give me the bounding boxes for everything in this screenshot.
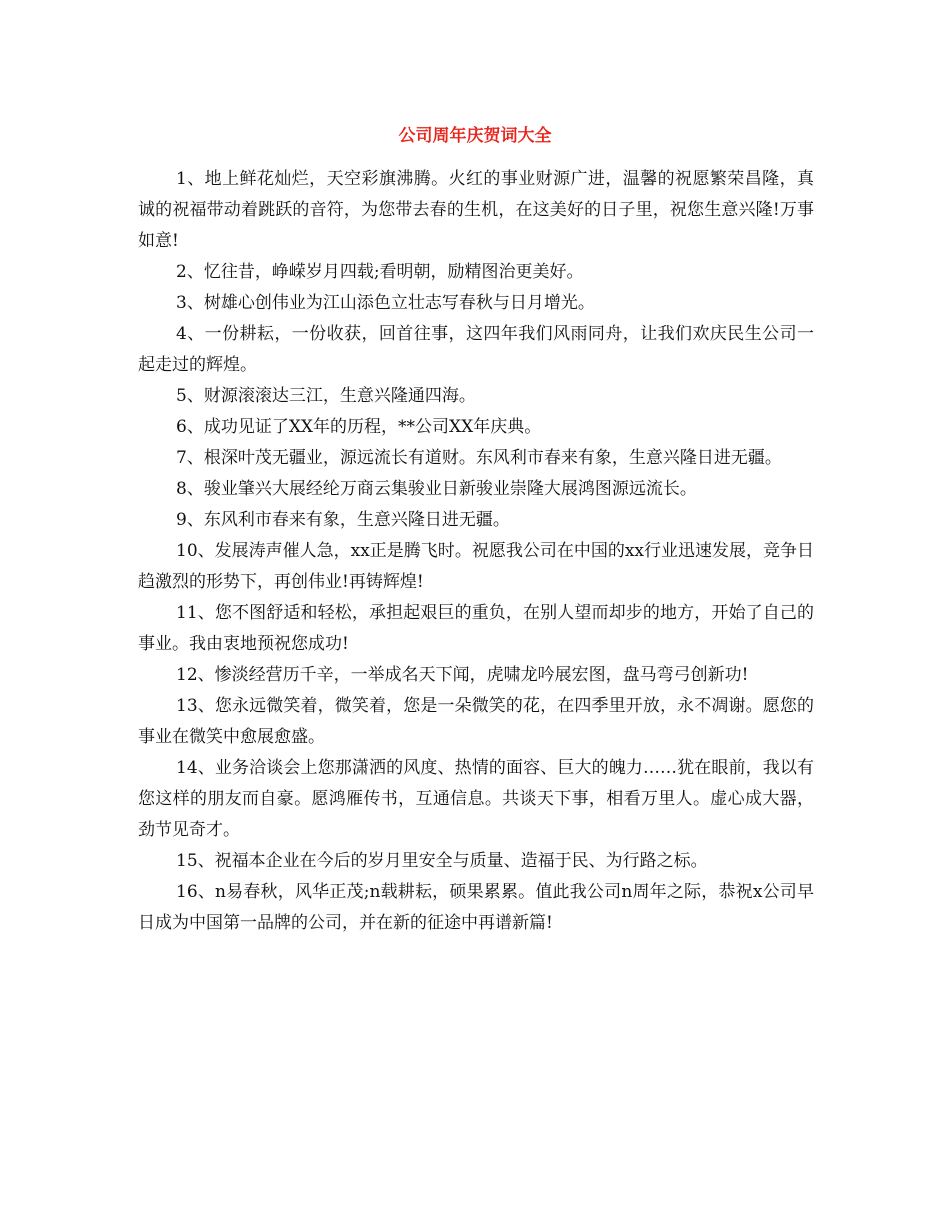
paragraph-4: 4、一份耕耘，一份收获，回首往事，这四年我们风雨同舟，让我们欢庆民生公司一起走过的辉煌。: [138, 324, 814, 375]
paragraph-10: 10、发展涛声催人急，xx正是腾飞时。祝愿我公司在中国的xx行业迅速发展，竞争日趋激烈的形势下，再创伟业!再铸辉煌!: [138, 541, 814, 592]
paragraph-7: 7、根深叶茂无疆业，源远流长有道财。东风利市春来有象，生意兴隆日进无疆。: [176, 448, 782, 468]
paragraph-11: 11、您不图舒适和轻松，承担起艰巨的重负，在别人望而却步的地方，开始了自己的事业。我由衷地预祝您成功!: [138, 603, 814, 654]
paragraph-15: 15、祝福本企业在今后的岁月里安全与质量、造福于民、为行路之标。: [176, 851, 708, 871]
paragraph-6: 6、成功见证了XX年的历程，**公司XX年庆典。: [176, 417, 542, 437]
paragraph-8: 8、骏业肇兴大展经纶万商云集骏业日新骏业崇隆大展鸿图源远流长。: [176, 479, 697, 499]
paragraph-1: 1、地上鲜花灿烂，天空彩旗沸腾。火红的事业财源广进，温馨的祝愿繁荣昌隆，真诚的祝福带动着跳跃的音符，为您带去春的生机，在这美好的日子里，祝您生意兴隆!万事如意!: [138, 169, 814, 251]
paragraph-2: 2、忆往昔，峥嵘岁月四载;看明朝，励精图治更美好。: [176, 262, 584, 282]
paragraph-12: 12、惨淡经营历千辛，一举成名天下闻，虎啸龙吟展宏图，盘马弯弓创新功!: [176, 665, 749, 685]
paragraph-3: 3、树雄心创伟业为江山添色立壮志写春秋与日月增光。: [176, 293, 595, 313]
paragraph-16: 16、n易春秋，风华正茂;n载耕耘，硕果累累。值此我公司n周年之际，恭祝x公司早日成为中国第一品牌的公司，并在新的征途中再谱新篇!: [138, 882, 814, 933]
paragraph-14: 14、业务洽谈会上您那潇洒的风度、热情的面容、巨大的魄力……犹在眼前，我以有您这样的朋友而自豪。愿鸿雁传书，互通信息。共谈天下事，相看万里人。虚心成大器，劲节见奇才。: [138, 758, 814, 840]
document-title: 公司周年庆贺词大全: [398, 126, 552, 146]
document-body: [138, 164, 814, 939]
paragraph-13: 13、您永远微笑着，微笑着，您是一朵微笑的花，在四季里开放，永不凋谢。愿您的事业在微笑中愈展愈盛。: [138, 696, 814, 747]
paragraph-5: 5、财源滚滚达三江，生意兴隆通四海。: [176, 386, 476, 406]
paragraph-9: 9、东风利市春来有象，生意兴隆日进无疆。: [176, 510, 510, 530]
